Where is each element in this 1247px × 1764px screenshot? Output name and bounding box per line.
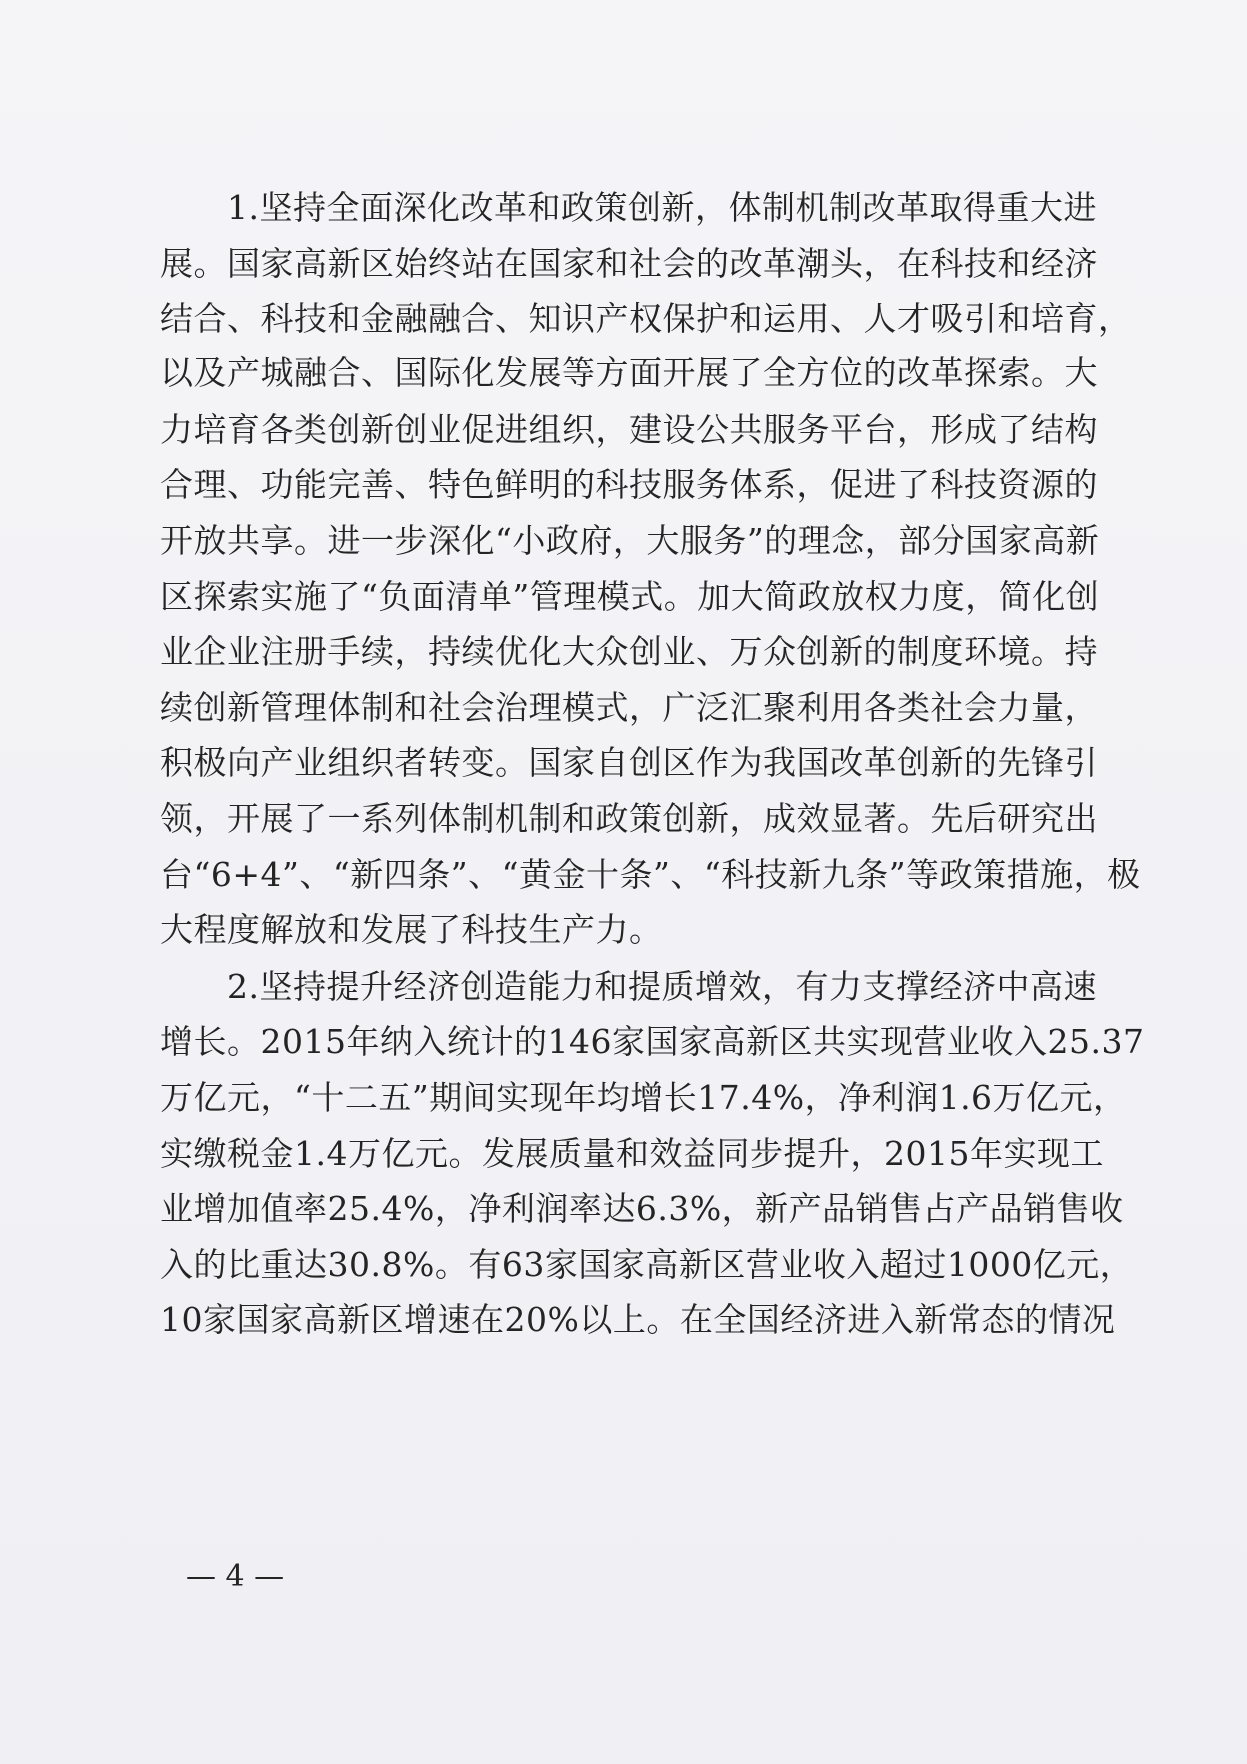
paragraph-1-line: 大程度解放和发展了科技生产力。	[160, 910, 663, 949]
paragraph-2-line: 2.坚持提升经济创造能力和提质增效，有力支撑经济中高速	[227, 967, 1097, 1006]
paragraph-1-line: 开放共享。进一步深化“小政府，大服务”的理念，部分国家高新	[160, 521, 1100, 560]
paragraph-2-line: 入的比重达30.8%。有63家国家高新区营业收入超过1000亿元，	[160, 1245, 1134, 1284]
paragraph-1-line: 以及产城融合、国际化发展等方面开展了全方位的改革探索。大	[160, 353, 1098, 392]
paragraph-2-line: 业增加值率25.4%，净利润率达6.3%，新产品销售占产品销售收	[160, 1189, 1124, 1228]
paragraph-1-line: 合理、功能完善、特色鲜明的科技服务体系，促进了科技资源的	[160, 465, 1098, 504]
paragraph-1-line: 结合、科技和金融融合、知识产权保护和运用、人才吸引和培育，	[160, 299, 1132, 338]
paragraph-2-line: 10家国家高新区增速在20%以上。在全国经济进入新常态的情况	[160, 1300, 1116, 1339]
paragraph-1-line: 业企业注册手续，持续优化大众创业、万众创新的制度环境。持	[160, 632, 1098, 671]
paragraph-1-line: 领，开展了一系列体制机制和政策创新，成效显著。先后研究出	[160, 799, 1098, 838]
paragraph-2-line: 增长。2015年纳入统计的146家国家高新区共实现营业收入25.37	[160, 1022, 1145, 1061]
paragraph-1-line: 1.坚持全面深化改革和政策创新，体制机制改革取得重大进	[227, 188, 1097, 227]
paragraph-2-line: 实缴税金1.4万亿元。发展质量和效益同步提升，2015年实现工	[160, 1134, 1104, 1173]
page-number: — 4 —	[186, 1559, 285, 1594]
paragraph-1-line: 力培育各类创新创业促进组织，建设公共服务平台，形成了结构	[160, 410, 1098, 449]
paragraph-1-line: 展。国家高新区始终站在国家和社会的改革潮头，在科技和经济	[160, 244, 1098, 283]
paragraph-1-line: 区探索实施了“负面清单”管理模式。加大简政放权力度，简化创	[160, 577, 1100, 616]
paragraph-2-line: 万亿元，“十二五”期间实现年均增长17.4%，净利润1.6万亿元，	[160, 1078, 1127, 1117]
paragraph-1-line: 续创新管理体制和社会治理模式，广泛汇聚利用各类社会力量，	[160, 688, 1098, 727]
paragraph-1-line: 台“6+4”、“新四条”、“黄金十条”、“科技新九条”等政策措施，极	[160, 855, 1141, 894]
paragraph-1-line: 积极向产业组织者转变。国家自创区作为我国改革创新的先锋引	[160, 743, 1098, 782]
